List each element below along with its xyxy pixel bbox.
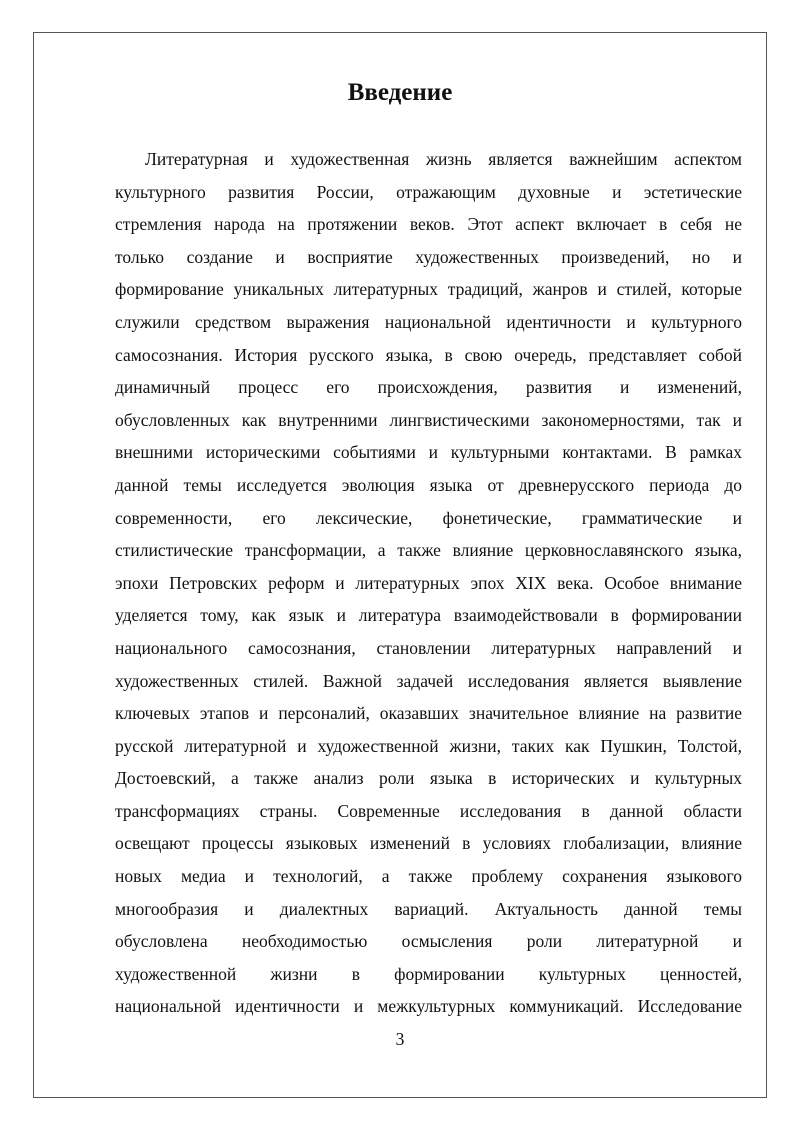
- text-line: национальной идентичности и межкультурных коммуникаций. Исследование: [115, 996, 742, 1017]
- body-text: [115, 143, 742, 1023]
- text-line: русской литературной и художественной жизни, таких как Пушкин, Толстой,: [115, 735, 742, 756]
- text-line: ключевых этапов и персоналий, оказавших значительное влияние на развитие: [115, 703, 742, 724]
- text-line: национального самосознания, становлении литературных направлений и: [115, 637, 742, 658]
- text-line: художественных стилей. Важной задачей исследования является выявление: [115, 670, 742, 691]
- document-page: [33, 32, 767, 1098]
- text-line: стремления народа на протяжении веков. Этот аспект включает в себя не: [115, 214, 742, 235]
- text-line: современности, его лексические, фонетические, грамматические и: [115, 507, 742, 528]
- text-line: внешними историческими событиями и культурными контактами. В рамках: [115, 442, 742, 463]
- text-line: служили средством выражения национальной идентичности и культурного: [115, 311, 742, 332]
- text-line: уделяется тому, как язык и литература взаимодействовали в формировании: [115, 605, 742, 626]
- text-line: динамичный процесс его происхождения, развития и изменений,: [115, 377, 742, 398]
- text-line: обусловленных как внутренними лингвистическими закономерностями, так и: [115, 409, 742, 430]
- text-line: новых медиа и технологий, а также проблему сохранения языкового: [115, 866, 742, 887]
- text-line: стилистические трансформации, а также влияние церковнославянского языка,: [115, 540, 742, 561]
- text-line: самосознания. История русского языка, в свою очередь, представляет собой: [115, 344, 742, 365]
- text-line: обусловлена необходимостью осмысления роли литературной и: [115, 931, 742, 952]
- text-line: художественной жизни в формировании культурных ценностей,: [115, 963, 742, 984]
- text-line: многообразия и диалектных вариаций. Актуальность данной темы: [115, 898, 742, 919]
- text-line: Литературная и художественная жизнь является важнейшим аспектом: [145, 149, 742, 169]
- text-line: данной темы исследуется эволюция языка от древнерусского периода до: [115, 474, 742, 495]
- text-line: только создание и восприятие художественных произведений, но и: [115, 246, 742, 267]
- text-line: эпохи Петровских реформ и литературных эпох XIX века. Особое внимание: [115, 572, 742, 593]
- page-number: 3: [395, 1029, 405, 1049]
- text-line: освещают процессы языковых изменений в условиях глобализации, влияние: [115, 833, 742, 854]
- text-line: Достоевский, а также анализ роли языка в исторических и культурных: [115, 768, 742, 789]
- text-line: культурного развития России, отражающим духовные и эстетические: [115, 181, 742, 202]
- page-title: Введение: [347, 79, 453, 106]
- text-line: формирование уникальных литературных традиций, жанров и стилей, которые: [115, 279, 742, 300]
- text-line: трансформациях страны. Современные исследования в данной области: [115, 800, 742, 821]
